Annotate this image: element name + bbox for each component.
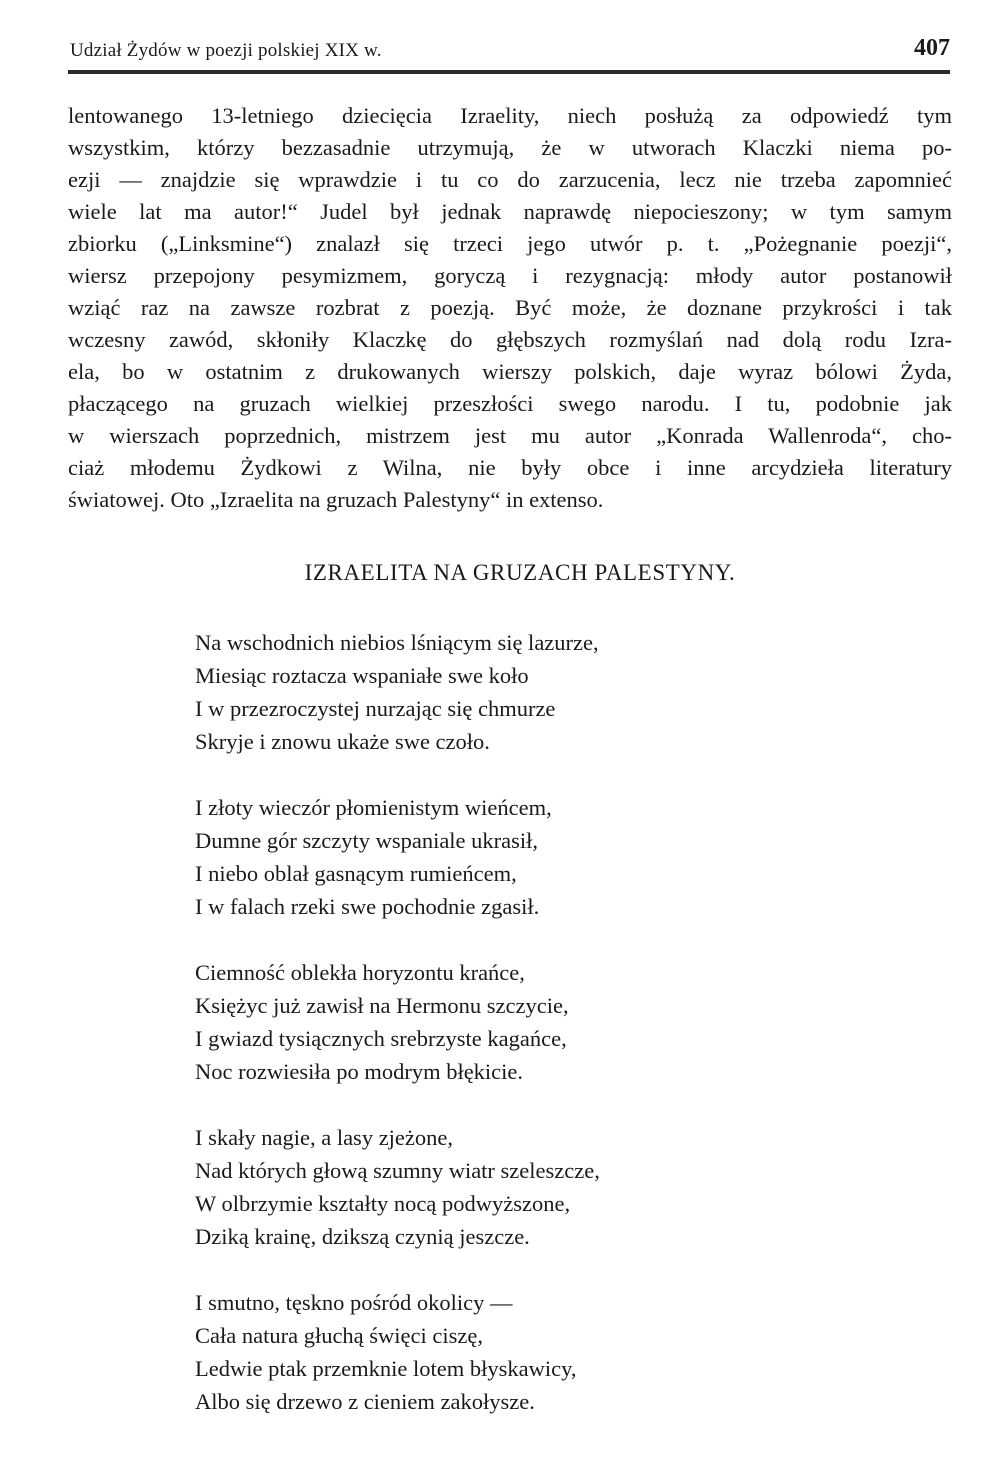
paragraph-line: wszystkim, którzy bezzasadnie utrzymują, że w utworach Klaczki niema po-	[68, 135, 952, 160]
poem-verse: Ciemność oblekła horyzontu krańce,	[195, 960, 525, 985]
paragraph-line: lentowanego 13-letniego dziecięcia Izraelity, niech posłużą za odpowiedź tym	[68, 103, 952, 128]
poem-stanza	[195, 956, 600, 1088]
poem-verse: I niebo oblał gasnącym rumieńcem,	[195, 861, 517, 886]
paragraph-line: w wierszach poprzednich, mistrzem jest mu autor „Konrada Wallenroda“, cho-	[68, 423, 952, 448]
poem-stanza	[195, 791, 600, 923]
paragraph-line: zbiorku („Linksmine“) znalazł się trzeci jego utwór p. t. „Pożegnanie poezji“,	[68, 231, 952, 256]
paragraph-line: wiersz przepojony pesymizmem, goryczą i rezygnacją: młody autor postanowił	[68, 263, 952, 288]
poem-verse: Skryje i znowu ukaże swe czoło.	[195, 729, 490, 754]
paragraph-line: wczesny zawód, skłoniły Klaczkę do głębszych rozmyślań nad dolą rodu Izra-	[68, 327, 952, 352]
paragraph-line: ela, bo w ostatnim z drukowanych wierszy polskich, daje wyraz bólowi Żyda,	[68, 359, 952, 384]
poem-verse: Miesiąc roztacza wspaniałe swe koło	[195, 663, 529, 688]
running-title: Udział Żydów w poezji polskiej XIX w.	[70, 40, 382, 61]
body-paragraph	[68, 100, 952, 516]
poem-verse: I w falach rzeki swe pochodnie zgasił.	[195, 894, 540, 919]
poem-verse: I gwiazd tysiącznych srebrzyste kagańce,	[195, 1026, 567, 1051]
poem-verse: Dumne gór szczyty wspaniale ukrasił,	[195, 828, 539, 853]
poem-verse: Nad których głową szumny wiatr szeleszcze,	[195, 1158, 600, 1183]
poem-verse: Księżyc już zawisł na Hermonu szczycie,	[195, 993, 569, 1018]
page-header	[70, 26, 950, 62]
poem-verse: Albo się drzewo z cieniem zakołysze.	[195, 1389, 535, 1414]
poem-verse: Cała natura głuchą święci ciszę,	[195, 1323, 483, 1348]
paragraph-line: ciaż młodemu Żydkowi z Wilna, nie były obce i inne arcydzieła literatury	[68, 455, 952, 480]
poem-verse: Dziką krainę, dzikszą czynią jeszcze.	[195, 1224, 530, 1249]
poem	[195, 626, 600, 1451]
poem-verse: I w przezroczystej nurzając się chmurze	[195, 696, 556, 721]
page-number: 407	[914, 35, 950, 61]
poem-verse: I smutno, tęskno pośród okolicy —	[195, 1290, 513, 1315]
poem-stanza	[195, 1286, 600, 1418]
header-rule	[68, 70, 950, 74]
paragraph-line: wiele lat ma autor!“ Judel był jednak naprawdę niepocieszony; w tym samym	[68, 199, 952, 224]
poem-verse: Noc rozwiesiła po modrym błękicie.	[195, 1059, 524, 1084]
paragraph-line: płaczącego na gruzach wielkiej przeszłości swego narodu. I tu, podobnie jak	[68, 391, 952, 416]
poem-verse: I skały nagie, a lasy zjeżone,	[195, 1125, 454, 1150]
poem-stanza	[195, 1121, 600, 1253]
paragraph-line: światowej. Oto „Izraelita na gruzach Palestyny“ in extenso.	[68, 487, 604, 512]
paragraph-line: ezji — znajdzie się wprawdzie i tu co do zarzucenia, lecz nie trzeba zapomnieć	[68, 167, 952, 192]
paragraph-line: wziąć raz na zawsze rozbrat z poezją. Być może, że doznane przykrości i tak	[68, 295, 952, 320]
poem-verse: W olbrzymie kształty nocą podwyższone,	[195, 1191, 571, 1216]
poem-stanza	[195, 626, 600, 758]
poem-verse: I złoty wieczór płomienistym wieńcem,	[195, 795, 552, 820]
poem-verse: Na wschodnich niebios lśniącym się lazurze,	[195, 630, 599, 655]
poem-title: IZRAELITA NA GRUZACH PALESTYNY.	[304, 560, 736, 585]
poem-verse: Ledwie ptak przemknie lotem błyskawicy,	[195, 1356, 577, 1381]
